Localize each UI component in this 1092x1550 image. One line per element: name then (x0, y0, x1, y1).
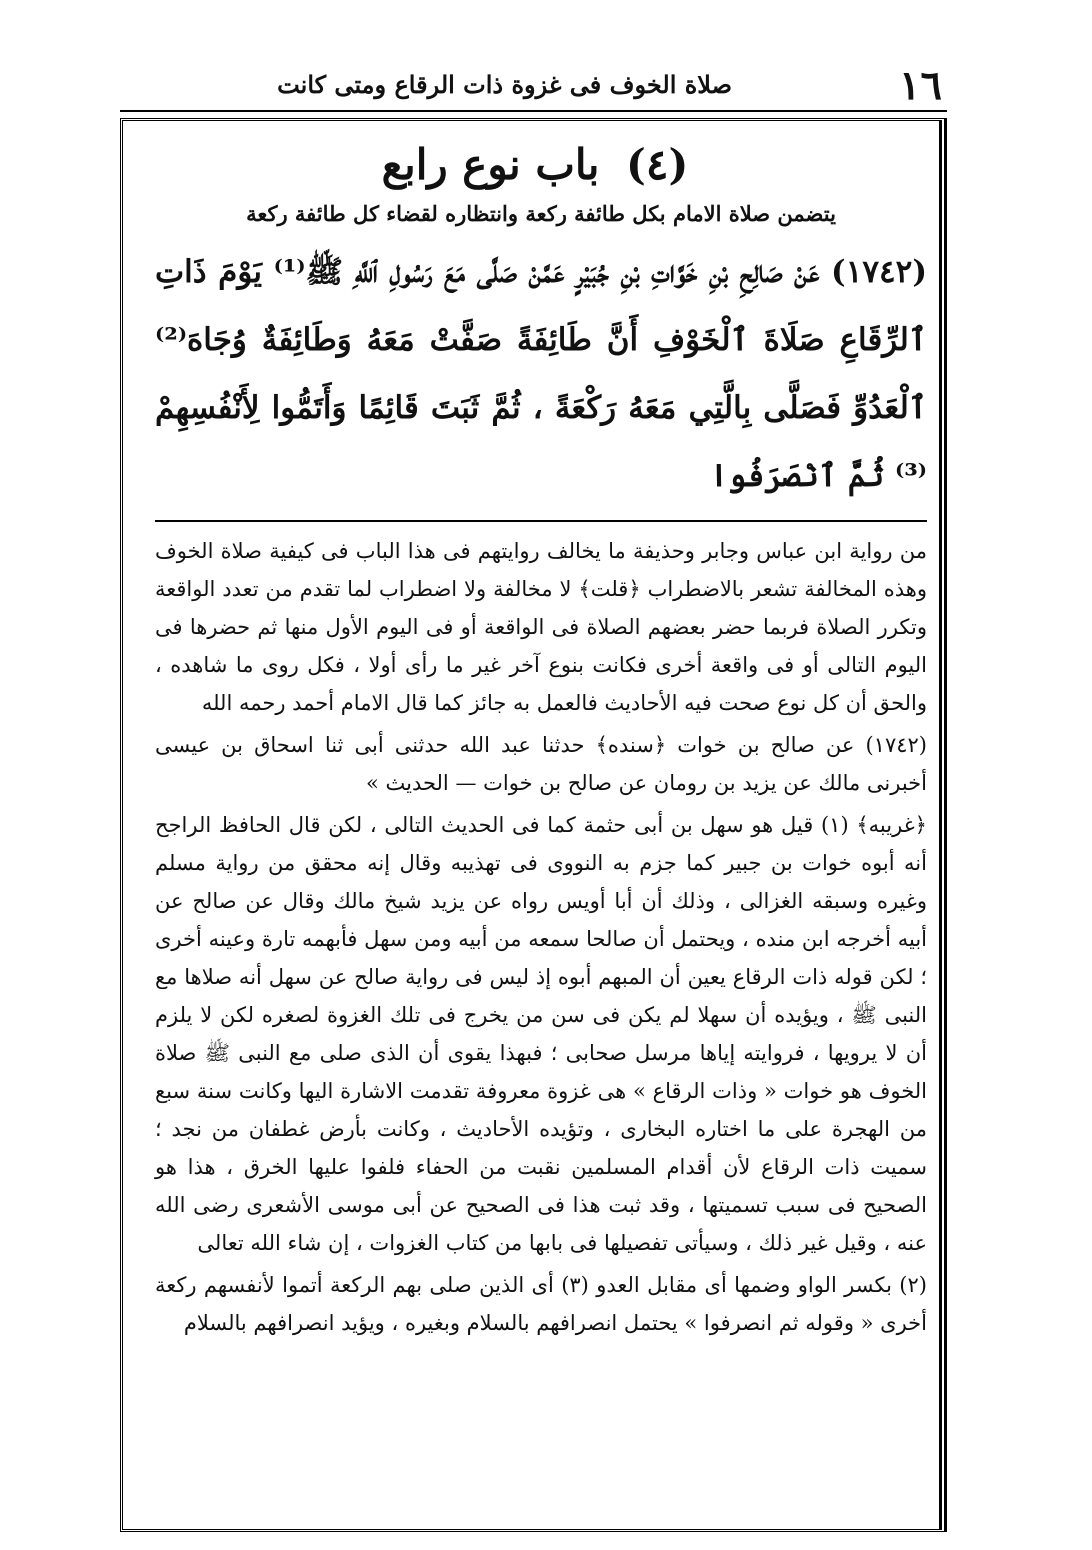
chapter-title: باب نوع رابع (381, 140, 600, 189)
commentary (155, 532, 927, 1342)
commentary-gharib: ﴿غريبه﴾ (١) قيل هو سهل بن أبى حثمة كما فى الحديث التالى ، لكن قال الحافظ الراجح أنه أبوه خوات بن جبير كما جزم به النووى فى تهذيبه وقال إنه محقق من رواية مسلم وغيره وسبقه الغزالى ، وذلك أن أبا أويس رواه عن يزيد شيخ مالك وقال عن صالح عن أبيه أخرجه ابن منده ، ويحتمل أن صالحا سمعه من أبيه ومن سهل فأبهمه تارة وعينه أخرى ؛ لكن قوله ذات الرقاع يعين أن المبهم أبوه إذ ليس فى رواية صالح عن سهل أنه صلاها مع النبى ﷺ ، ويؤيده أن سهلا لم يكن فى سن من يخرج فى تلك الغزوة لصغره لكن لا يلزم أن لا يرويها ، فروايته إياها مرسل صحابى ؛ فبهذا يقوى أن الذى صلى مع النبى ﷺ صلاة الخوف هو خوات « وذات الرقاع » هى غزوة معروفة تقدمت الاشارة اليها وكانت سنة سبع من الهجرة على ما اختاره البخارى ، وتؤيده الأحاديث ، وكانت بأرض غطفان من نجد ؛ سميت ذات الرقاع لأن أقدام المسلمين نقبت من الحفاء فلفوا عليها الخرق ، هذا هو الصحيح فى سبب تسميتها ، وقد ثبت هذا فى الصحيح عن أبى موسى الأشعرى رضى الله عنه ، وقيل غير ذلك ، وسيأتى تفصيلها فى بابها من كتاب الغزوات ، إن شاء الله تعالى (155, 813, 927, 1255)
commentary-continued: من رواية ابن عباس وجابر وحذيفة ما يخالف روايتهم فى هذا الباب فى كيفية صلاة الخوف وهذه المخالفة تشعر بالاضطراب ﴿قلت﴾ لا مخالفة ولا اضطراب لما تقدم من تعدد الواقعة وتكرر الصلاة فربما حضر بعضهم الصلاة فى الواقعة أو فى اليوم الأول منها ثم حضرها فى اليوم التالى أو فى واقعة أخرى فكانت بنوع آخر غير ما رأى أولا ، فكل روى ما شاهده ، والحق أن كل نوع صحت فيه الأحاديث فالعمل به جائز كما قال الامام أحمد رحمه الله (155, 539, 927, 715)
commentary-isnad: (١٧٤٢) عن صالح بن خوات ﴿سنده﴾ حدثنا عبد الله حدثنى أبى ثنا اسحاق بن عيسى أخبرنى مالك عن يزيد بن رومان عن صالح بن خوات — الحديث » (155, 733, 927, 795)
page-number: ١٦ (899, 62, 942, 109)
page-content (155, 130, 927, 1342)
hadith-text: (١٧٤٢) عَنْ صَالِحِ بْنِ خَوَّاتِ بْنِ جُبَيْرٍ عَمَّنْ صَلَّى مَعَ رَسُولِ ٱللَّهِ ﷺ⁽¹⁾ يَوْمَ ذَاتِ ٱلرِّقَاعِ صَلَاةَ ٱلْخَوْفِ أَنَّ طَائِفَةً صَفَّتْ مَعَهُ وَطَائِفَةٌ وُجَاهَ⁽²⁾ ٱلْعَدُوِّ فَصَلَّى بِالَّتِي مَعَهُ رَكْعَةً ، ثُمَّ ثَبَتَ قَائِمًا وَأَتَمُّوا لِأَنْفُسِهِمْ ⁽³⁾ ثُمَّ ٱنْصَرَفُوا (155, 254, 927, 494)
section-divider (155, 520, 927, 522)
chapter-heading (155, 140, 927, 189)
commentary-notes: (٢) بكسر الواو وضمها أى مقابل العدو (٣) أى الذين صلى بهم الركعة أتموا لأنفسهم ركعة أخرى « وقوله ثم انصرفوا » يحتمل انصرافهم بالسلام وبغيره ، ويؤيد انصرافهم بالسلام (155, 1273, 927, 1335)
running-title: صلاة الخوف فى غزوة ذات الرقاع ومتى كانت (277, 70, 732, 99)
header-rule (120, 110, 947, 112)
chapter-subtitle: يتضمن صلاة الامام بكل طائفة ركعة وانتظاره لقضاء كل طائفة ركعة (246, 201, 836, 226)
running-header (150, 60, 942, 110)
chapter-number: (٤) (626, 140, 689, 189)
